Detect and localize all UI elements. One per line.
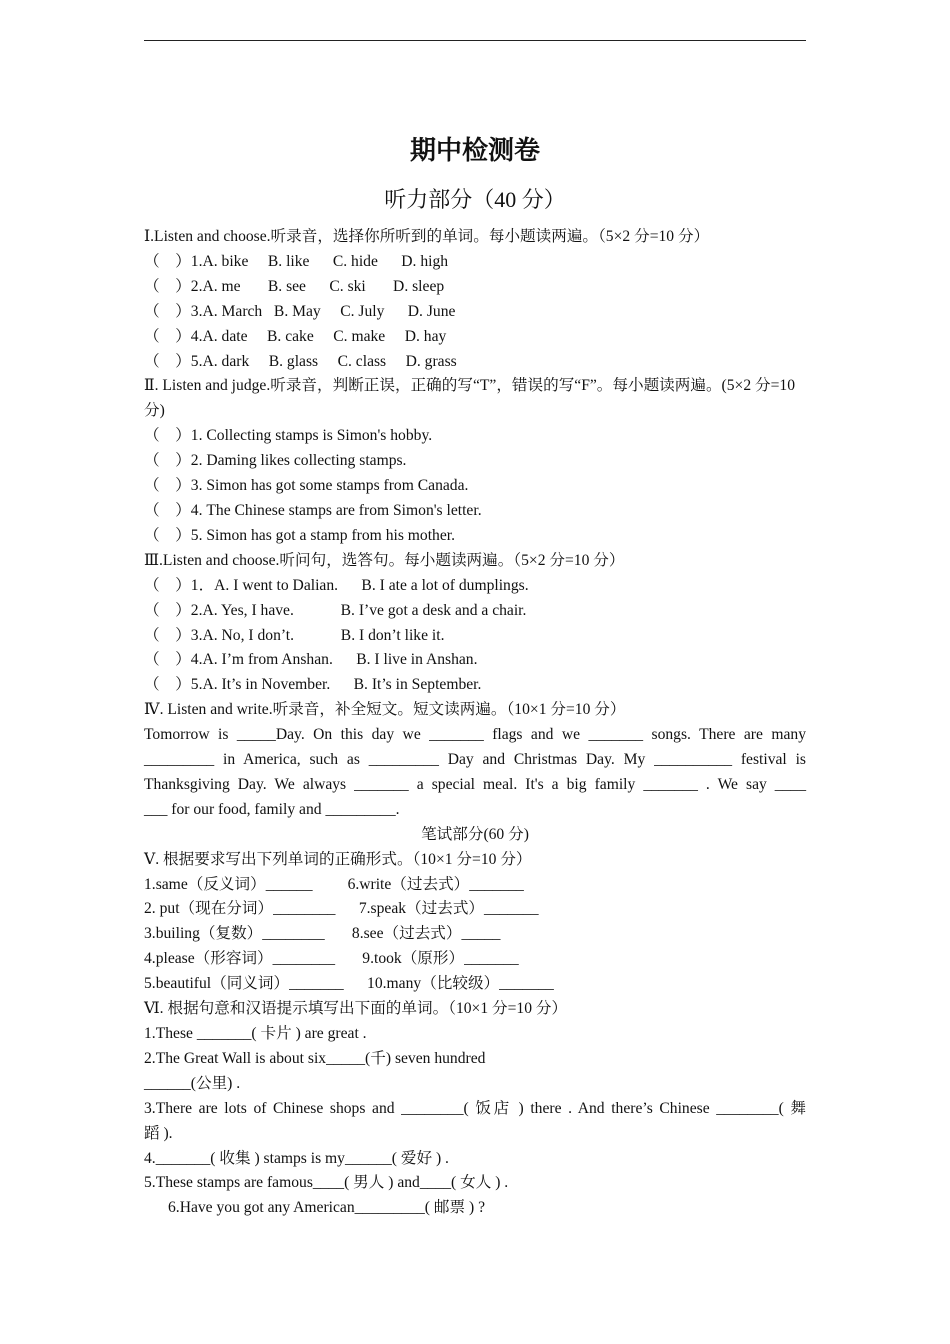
section6-item: 蹈 ). <box>144 1124 173 1142</box>
section3-item: （ ）3.A. No, I don’t. B. I don’t like it. <box>144 626 445 644</box>
section6-item: 3.There are lots of Chinese shops and ________( 饭店 ) there . And there’s Chinese ________( 舞 <box>144 1099 806 1117</box>
section3-item: （ ）1．A. I went to Dalian. B. I ate a lot of dumplings. <box>144 576 529 594</box>
passage-line: Tomorrow is _____Day. On this day we _______ flags and we _______ songs. There are many <box>144 726 806 744</box>
section5-item: 4.please（形容词）________ 9.took（原形）_______ <box>144 950 519 968</box>
section5-item: 5.beautiful（同义词）_______ 10.many（比较级）_______ <box>144 975 554 993</box>
section6-item: 6.Have you got any American_________( 邮票 ) ? <box>168 1199 485 1217</box>
section4-heading: Ⅳ. Listen and write.听录音，补全短文。短文读两遍。（10×1 分=10 分） <box>144 701 626 719</box>
section5-heading: Ⅴ. 根据要求写出下列单词的正确形式。（10×1 分=10 分） <box>144 850 532 868</box>
section3-heading: Ⅲ.Listen and choose.听问句，选答句。每小题读两遍。（5×2 分=10 分） <box>144 551 625 569</box>
header-rule <box>144 40 806 41</box>
section6-item: ______(公里) . <box>144 1074 241 1092</box>
page-title: 期中检测卷 <box>409 136 540 166</box>
section1-item: （ ）4.A. date B. cake C. make D. hay <box>144 327 447 345</box>
section1-heading: Ⅰ.Listen and choose.听录音，选择你所听到的单词。每小题读两遍。（5×2 分=10 分） <box>144 228 710 245</box>
section6-item: 1.These _______( 卡片 ) are great . <box>144 1025 367 1042</box>
exam-content <box>144 225 806 1221</box>
listening-part-title: 听力部分（40 分） <box>384 187 566 212</box>
section1-item: （ ）3.A. March B. May C. July D. June <box>144 302 456 320</box>
section6-item: 4._______( 收集 ) stamps is my______( 爱好 ) . <box>144 1149 449 1167</box>
section2-item: （ ）1. Collecting stamps is Simon's hobby. <box>144 427 433 445</box>
section1-item: （ ）2.A. me B. see C. ski D. sleep <box>144 277 445 295</box>
section3-item: （ ）5.A. It’s in November. B. It’s in September. <box>144 676 482 694</box>
passage-line: Thanksgiving Day. We always _______ a special meal. It's a big family _______ . We say ____ <box>144 775 806 793</box>
section2-item: （ ）3. Simon has got some stamps from Canada. <box>144 477 469 495</box>
section6-item: 2.The Great Wall is about six_____(千) seven hundred <box>144 1049 486 1067</box>
section2-item: （ ）4. The Chinese stamps are from Simon's letter. <box>144 501 482 519</box>
section3-item: （ ）2.A. Yes, I have. B. I’ve got a desk and a chair. <box>144 601 527 619</box>
section1-item: （ ）1.A. bike B. like C. hide D. high <box>144 252 449 270</box>
written-part-title: 笔试部分(60 分) <box>421 825 529 843</box>
passage-line: _________ in America, such as _________ Day and Christmas Day. My __________ festival is <box>144 751 806 769</box>
section5-item: 2. put（现在分词）________ 7.speak（过去式）_______ <box>144 900 539 918</box>
section5-item: 1.same（反义词）______ 6.write（过去式）_______ <box>144 875 524 893</box>
passage-line: ___ for our food, family and _________. <box>144 800 400 818</box>
section6-heading: Ⅵ. 根据句意和汉语提示填写出下面的单词。（10×1 分=10 分） <box>144 1000 568 1018</box>
section1-item: （ ）5.A. dark B. glass C. class D. grass <box>144 352 457 370</box>
section5-item: 3.builing（复数）________ 8.see（过去式）_____ <box>144 925 501 943</box>
section3-item: （ ）4.A. I’m from Anshan. B. I live in Anshan. <box>144 651 478 669</box>
section2-item: （ ）5. Simon has got a stamp from his mother. <box>144 526 455 544</box>
section2-item: （ ）2. Daming likes collecting stamps. <box>144 452 407 470</box>
section6-item: 5.These stamps are famous____( 男人 ) and____( 女人 ) . <box>144 1174 509 1192</box>
section2-heading: Ⅱ. Listen and judge.听录音，判断正误，正确的写“T”，错误的写“F”。每小题读两遍。(5×2 分=10 分) <box>144 377 799 420</box>
